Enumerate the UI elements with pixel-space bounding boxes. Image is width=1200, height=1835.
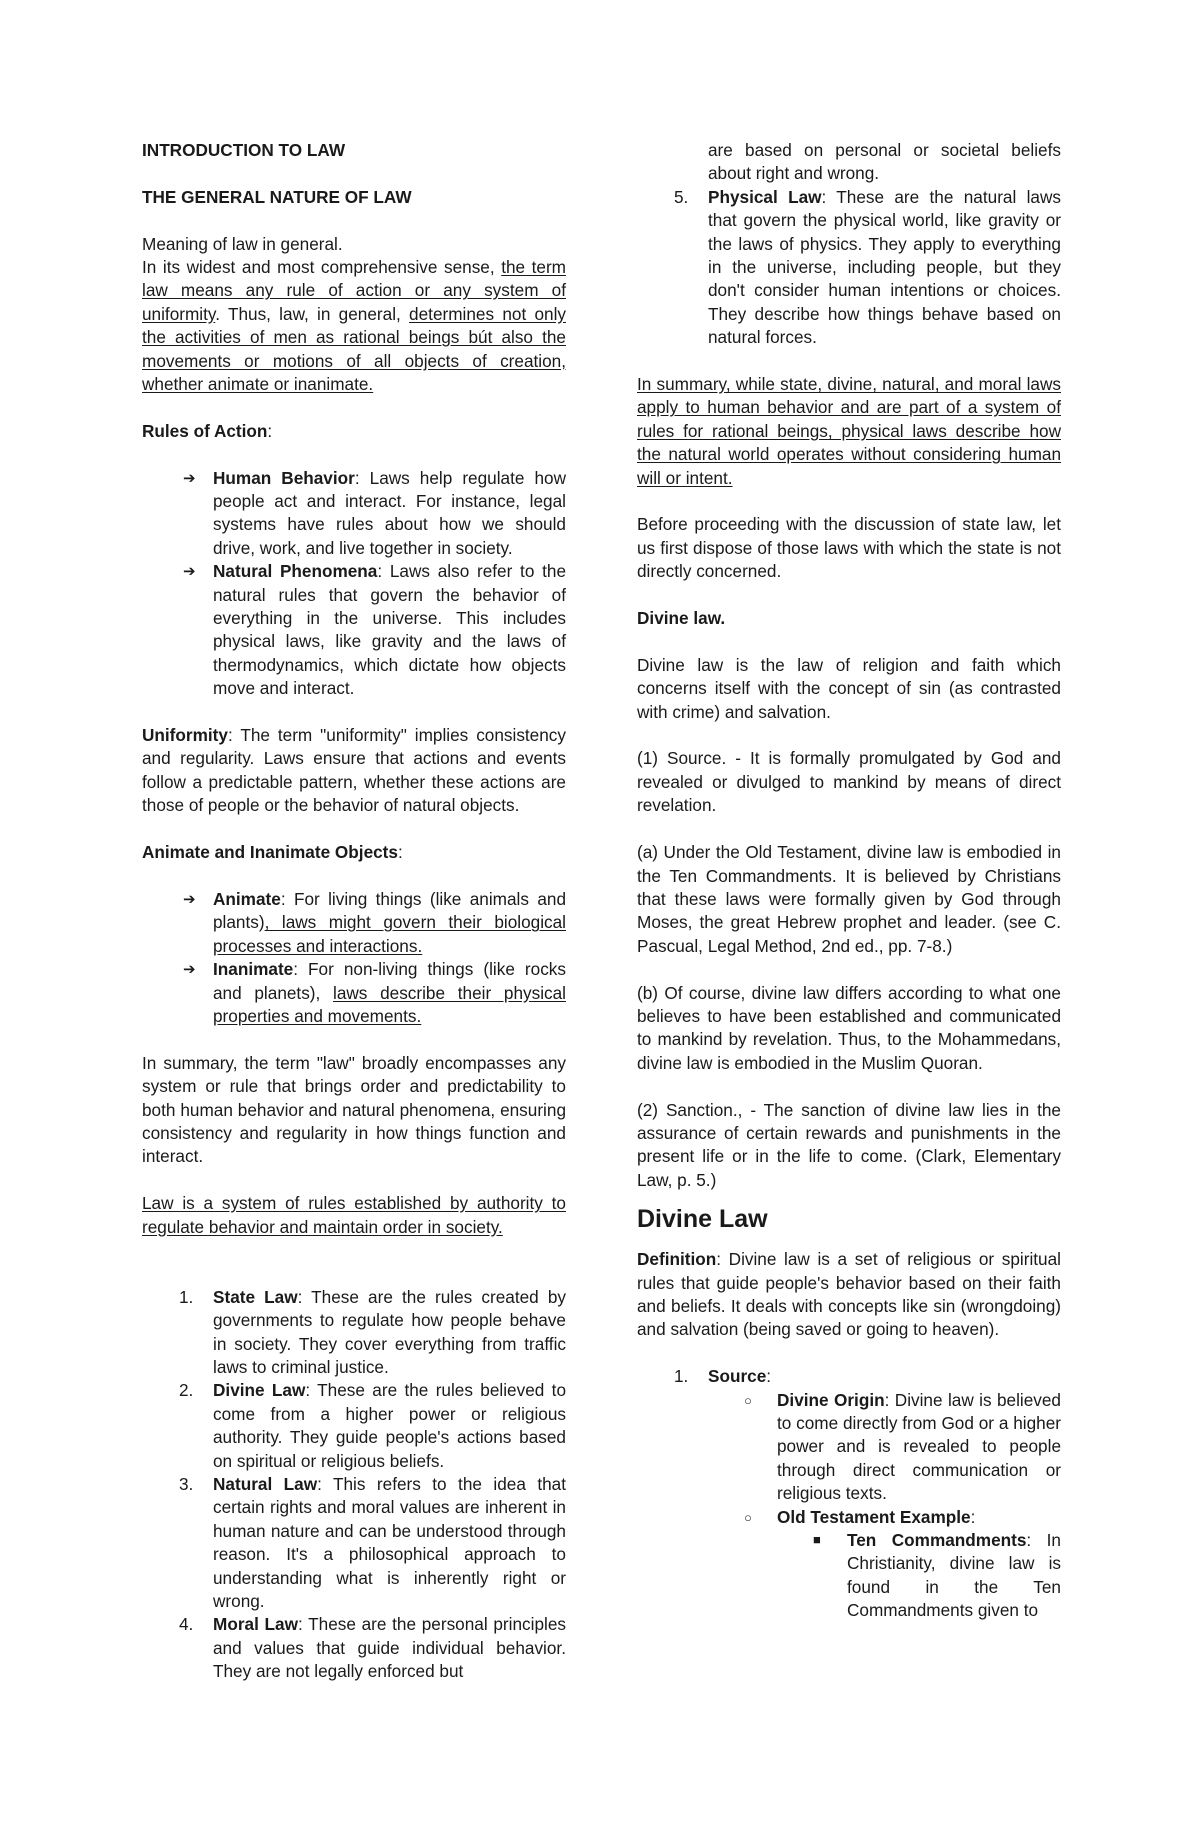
list-item: ➔ Inanimate: For non-living things (like rocks and planets), laws describe their physical properties and movements.	[183, 959, 566, 1026]
moral-law-continued: are based on personal or societal beliefs about right and wrong.	[708, 140, 1061, 184]
divine-law-title: Divine Law	[637, 1205, 768, 1234]
source-paragraph: (1) Source. - It is formally promulgated by God and revealed or divulged to mankind by means of direct revelation.	[637, 748, 1061, 816]
uniformity-paragraph: Uniformity: The term "uniformity" implies consistency and regularity. Laws ensure that actions and events follow a predictable pattern, whether these actions are those of people or the behavior of natural objects.	[142, 725, 566, 816]
divine-law-heading: Divine law.	[637, 608, 726, 629]
arrow-bullet-icon: ➔	[183, 563, 196, 581]
nested-list	[813, 1529, 1061, 1623]
right-column	[637, 139, 1061, 1623]
list-item: ➔ Animate: For living things (like animals and plants), laws might govern their biological processes and interactions.	[183, 888, 566, 956]
list-item: 1. Source:	[674, 1366, 772, 1387]
of-course-paragraph: (b) Of course, divine law differs according to what one believes to have been established and communicated to mankind by revelation. Thus, to the Mohammedans, divine law is embodied in the Muslim Quoran.	[637, 982, 1061, 1073]
summary-underlined: In summary, while state, divine, natural, and moral laws apply to human behavior and are part of a system of rules for rational beings, physical laws describe how the natural world operates without considering human will or intent.	[637, 374, 1061, 488]
square-bullet-icon: ■	[813, 1532, 821, 1548]
list-item: ○ Old Testament Example: ■ Ten Commandments: In Christianity, divine law is found in the Ten Commandments given to	[744, 1506, 1061, 1623]
meaning-paragraph: In its widest and most comprehensive sense, the term law means any rule of action or any system of uniformity. Thus, law, in general, determines not only the activities of men as rational beings bút also the movements or motions of all objects of creation, whether animate or inanimate.	[142, 257, 567, 395]
rules-list	[183, 467, 566, 701]
divine-definition: Divine law is the law of religion and faith which concerns itself with the concept of sin (as contrasted with crime) and salvation.	[637, 654, 1061, 722]
before-paragraph: Before proceeding with the discussion of state law, let us first dispose of those laws with which the state is not directly concerned.	[637, 514, 1061, 582]
list-item: 2. Divine Law: These are the rules believed to come from a higher power or religious authority. They guide people's actions based on spiritual or religious beliefs.	[179, 1380, 567, 1471]
arrow-bullet-icon: ➔	[183, 469, 196, 487]
summary-paragraph: In summary, the term "law" broadly encompasses any system or rule that brings order and predictability to both human behavior and natural phenomena, ensuring consistency and regularity in how things function and interact.	[142, 1052, 566, 1167]
law-types-list	[179, 1286, 566, 1684]
arrow-bullet-icon: ➔	[183, 961, 196, 979]
arrow-bullet-icon: ➔	[183, 890, 196, 908]
circle-bullet-icon: ○	[744, 1392, 752, 1408]
meaning-heading: Meaning of law in general.	[142, 233, 343, 254]
list-item: 4. Moral Law: These are the personal principles and values that guide individual behavior. They are not legally enforced but	[179, 1614, 566, 1682]
definition-paragraph: Definition: Divine law is a set of religious or spiritual rules that guide people's behavior based on their faith and beliefs. It deals with concepts like sin (wrongdoing) and salvation (being saved or going to heaven).	[637, 1249, 1061, 1340]
left-column	[142, 139, 566, 1684]
list-item: 3. Natural Law: This refers to the idea that certain rights and moral values are inherent in human nature and can be understood through reason. It's a philosophical approach to understanding what is inherently right or wrong.	[179, 1473, 566, 1612]
source-list	[674, 1365, 1061, 1388]
list-item: 5. Physical Law: These are the natural laws that govern the physical world, like gravity or the laws of physics. They apply to everything in the universe, including people, but they don't consider human intentions or choices. They describe how things behave based on natural forces.	[674, 186, 1062, 348]
law-definition: Law is a system of rules established by authority to regulate behavior and maintain order in society.	[142, 1193, 566, 1237]
list-item: ○ Divine Origin: Divine law is believed to come directly from God or a higher power and is revealed to people through direct communication or religious texts.	[744, 1389, 1061, 1504]
old-testament-paragraph: (a) Under the Old Testament, divine law is embodied in the Ten Commandments. It is believed by Christians that these laws were formally given by God through Moses, the great Hebrew prophet and leader. (see C. Pascual, Legal Method, 2nd ed., pp. 7-8.)	[637, 842, 1061, 956]
animate-heading: Animate and Inanimate Objects:	[142, 842, 403, 863]
section-title: THE GENERAL NATURE OF LAW	[142, 186, 412, 207]
list-item: ➔ Natural Phenomena: Laws also refer to the natural rules that govern the behavior of everything in the universe. This includes physical laws, like gravity and the laws of thermodynamics, which dictate how objects move and interact.	[183, 561, 566, 699]
list-item: ➔ Human Behavior: Laws help regulate how people act and interact. For instance, legal systems have rules about how we should drive, work, and live together in society.	[183, 467, 567, 558]
document-title: INTRODUCTION TO LAW	[142, 140, 346, 160]
animate-list	[183, 888, 566, 1028]
source-sub-list	[744, 1389, 1061, 1623]
sanction-paragraph: (2) Sanction., - The sanction of divine law lies in the assurance of certain rewards and punishments in the present life or in the life to come. (Clark, Elementary Law, p. 5.)	[637, 1099, 1061, 1190]
circle-bullet-icon: ○	[744, 1509, 752, 1525]
law-types-list-cont	[674, 186, 1061, 350]
rules-heading: Rules of Action:	[142, 420, 273, 441]
list-item: 1. State Law: These are the rules created by governments to regulate how people behave in society. They cover everything from traffic laws to criminal justice.	[179, 1286, 566, 1377]
list-item: ■ Ten Commandments: In Christianity, divine law is found in the Ten Commandments given to	[813, 1530, 1061, 1621]
